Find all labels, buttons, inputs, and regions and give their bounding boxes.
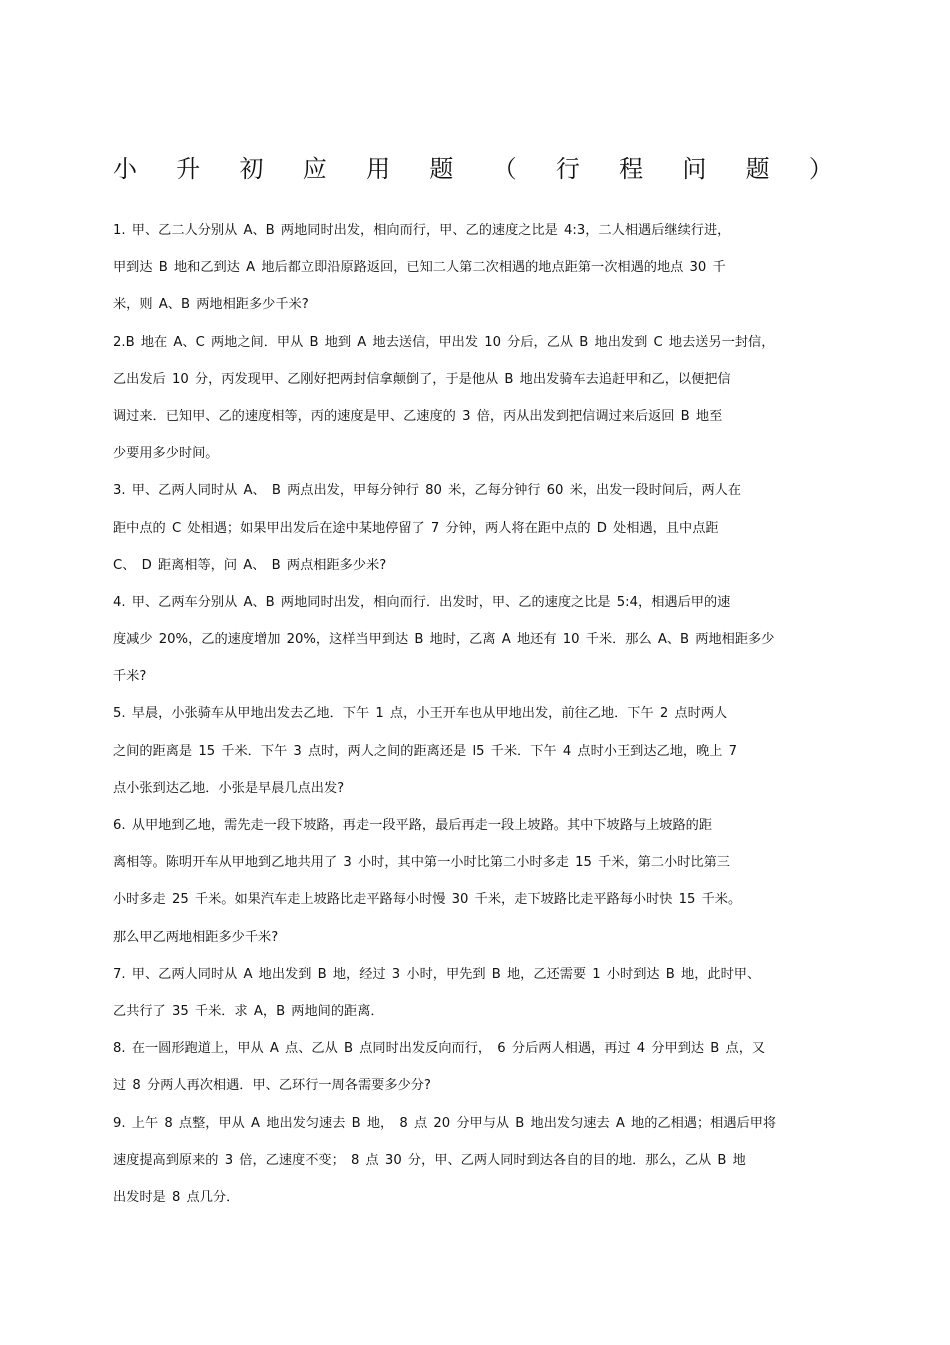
- problem-4-line-1: 4. 甲、乙两车分别从 A、B 两地同时出发，相向而行．出发时，甲、乙的速度之比是 5:4，相遇后甲的速: [113, 594, 731, 610]
- problem-1-line-2: 甲到达 B 地和乙到达 A 地后都立即沿原路返回，已知二人第二次相遇的地点距第一次相遇的地点 30 千: [113, 260, 726, 276]
- problem-1-line-3: 米，则 A、B 两地相距多少千米?: [113, 297, 309, 313]
- problem-9-line-2: 速度提高到原来的 3 倍，乙速度不变； 8 点 30 分，甲、乙两人同时到达各自的目的地．那么，乙从 B 地: [113, 1152, 746, 1168]
- problem-3-line-3: C、 D 距离相等，问 A、 B 两点相距多少米?: [113, 557, 387, 573]
- title-char: 用: [366, 154, 391, 183]
- problem-2-line-1: 2.B 地在 A、C 两地之间．甲从 B 地到 A 地去送信，甲出发 10 分后，乙从 B 地出发到 C 地去送另一封信，: [113, 334, 775, 350]
- problem-2-line-4: 少要用多少时间。: [113, 446, 219, 462]
- problem-6-line-4: 那么甲乙两地相距多少千米?: [113, 929, 279, 945]
- title-char: 题: [429, 154, 454, 183]
- title-char: 题: [745, 154, 770, 183]
- title-char: 行: [555, 154, 580, 183]
- problem-9-line-3: 出发时是 8 点几分．: [113, 1189, 240, 1205]
- problem-8-line-1: 8. 在一圆形跑道上，甲从 A 点、乙从 B 点同时出发反向而行， 6 分后两人相遇，再过 4 分甲到达 B 点，又: [113, 1041, 766, 1057]
- problem-3-line-2: 距中点的 C 处相遇；如果甲出发后在途中某地停留了 7 分钟，两人将在距中点的 D 处相遇，且中点距: [113, 520, 719, 536]
- problem-list: [113, 212, 837, 1216]
- problem-4-line-2: 度减少 20%，乙的速度增加 20%，这样当甲到达 B 地时，乙离 A 地还有 10 千米．那么 A、B 两地相距多少: [113, 632, 775, 648]
- problem-6-line-3: 小时多走 25 千米。如果汽车走上坡路比走平路每小时慢 30 千米，走下坡路比走平路每小时快 15 千米。: [113, 892, 742, 908]
- problem-5-line-2: 之间的距离是 15 千米．下午 3 点时，两人之间的距离还是 l5 千米．下午 4 点时小王到达乙地，晚上 7: [113, 743, 738, 759]
- problem-3-line-1: 3. 甲、乙两人同时从 A、 B 两点出发，甲每分钟行 80 米，乙每分钟行 60 米，出发一段时间后，两人在: [113, 483, 742, 499]
- problem-6-line-2: 离相等。陈明开车从甲地到乙地共用了 3 小时，其中第一小时比第二小时多走 15 千米，第二小时比第三: [113, 855, 730, 871]
- page-title: [113, 146, 833, 186]
- title-char: 问: [682, 154, 707, 183]
- problem-7-line-2: 乙共行了 35 千米．求 A，B 两地间的距离．: [113, 1003, 384, 1019]
- title-char: ）: [808, 154, 833, 183]
- problem-7-line-1: 7. 甲、乙两人同时从 A 地出发到 B 地，经过 3 小时，甲先到 B 地，乙还需要 1 小时到达 B 地，此时甲、: [113, 966, 761, 982]
- title-char: 应: [302, 154, 327, 183]
- problem-1-line-1: 1. 甲、乙二人分别从 A、B 两地同时出发，相向而行，甲、乙的速度之比是 4:3，二人相遇后继续行进，: [113, 223, 731, 238]
- title-char: （: [492, 154, 517, 183]
- problem-8-line-2: 过 8 分两人再次相遇．甲、乙环行一周各需要多少分?: [113, 1078, 431, 1094]
- problem-5-line-1: 5. 早晨，小张骑车从甲地出发去乙地．下午 1 点，小王开车也从甲地出发，前往乙地．下午 2 点时两人: [113, 706, 728, 722]
- problem-2-line-3: 调过来．已知甲、乙的速度相等，丙的速度是甲、乙速度的 3 倍，丙从出发到把信调过来后返回 B 地至: [113, 408, 723, 424]
- problem-2-line-2: 乙出发后 10 分，丙发现甲、乙刚好把两封信拿颠倒了，于是他从 B 地出发骑车去追赶甲和乙，以便把信: [113, 371, 731, 387]
- problem-4-line-3: 千米?: [113, 669, 147, 685]
- title-char: 升: [176, 154, 201, 183]
- problem-5-line-3: 点小张到达乙地．小张是早晨几点出发?: [113, 780, 345, 796]
- problem-9-line-1: 9. 上午 8 点整，甲从 A 地出发匀速去 B 地， 8 点 20 分甲与从 B 地出发匀速去 A 地的乙相遇；相遇后甲将: [113, 1115, 777, 1131]
- title-char: 程: [619, 154, 644, 183]
- title-char: 初: [239, 154, 264, 183]
- title-char: 小: [113, 154, 137, 183]
- problem-6-line-1: 6. 从甲地到乙地，需先走一段下坡路，再走一段平路，最后再走一段上坡路。其中下坡路与上坡路的距: [113, 818, 713, 833]
